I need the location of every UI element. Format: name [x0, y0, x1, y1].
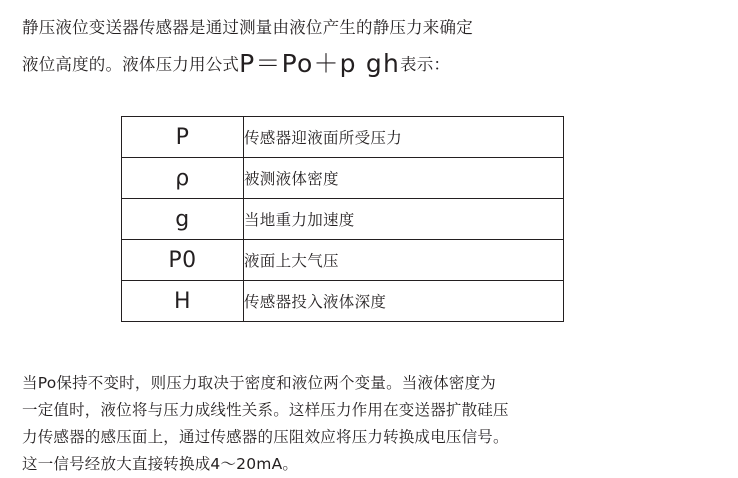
- bottom-line-2: 一定值时，液位将与压力成线性关系。这样压力作用在变送器扩散硅压: [22, 401, 509, 419]
- symbol-cell: ρ: [122, 158, 244, 199]
- symbol-cell: g: [122, 199, 244, 240]
- bottom-line-1: 当Po保持不变时，则压力取决于密度和液位两个变量。当液体密度为: [22, 374, 496, 392]
- description-cell: 传感器投入液体深度: [244, 281, 564, 322]
- table-row: [122, 281, 564, 322]
- symbol-cell: P: [122, 117, 244, 158]
- description-cell: 被测液体密度: [244, 158, 564, 199]
- table-row: [122, 240, 564, 281]
- intro-line-2-suffix: 表示：: [400, 55, 451, 74]
- description-cell: 传感器迎液面所受压力: [244, 117, 564, 158]
- table-row: [122, 117, 564, 158]
- symbol-table-container: [121, 116, 564, 322]
- pressure-formula: P＝Po＋p gh: [239, 49, 400, 78]
- intro-line-2-prefix: 液位高度的。液体压力用公式: [22, 55, 240, 74]
- bottom-line-3: 力传感器的感压面上，通过传感器的压阻效应将压力转换成电压信号。: [22, 428, 509, 446]
- intro-line-2: [22, 46, 722, 83]
- intro-line-1: 静压液位变送器传感器是通过测量由液位产生的静压力来确定: [22, 18, 473, 37]
- intro-paragraph: [22, 10, 722, 83]
- symbol-definition-table: [121, 116, 564, 322]
- description-cell: 液面上大气压: [244, 240, 564, 281]
- table-row: [122, 199, 564, 240]
- bottom-line-4: 这一信号经放大直接转换成4～20mA。: [22, 455, 299, 473]
- table-row: [122, 158, 564, 199]
- description-cell: 当地重力加速度: [244, 199, 564, 240]
- symbol-cell: P0: [122, 240, 244, 281]
- bottom-paragraph: [22, 370, 722, 478]
- symbol-cell: H: [122, 281, 244, 322]
